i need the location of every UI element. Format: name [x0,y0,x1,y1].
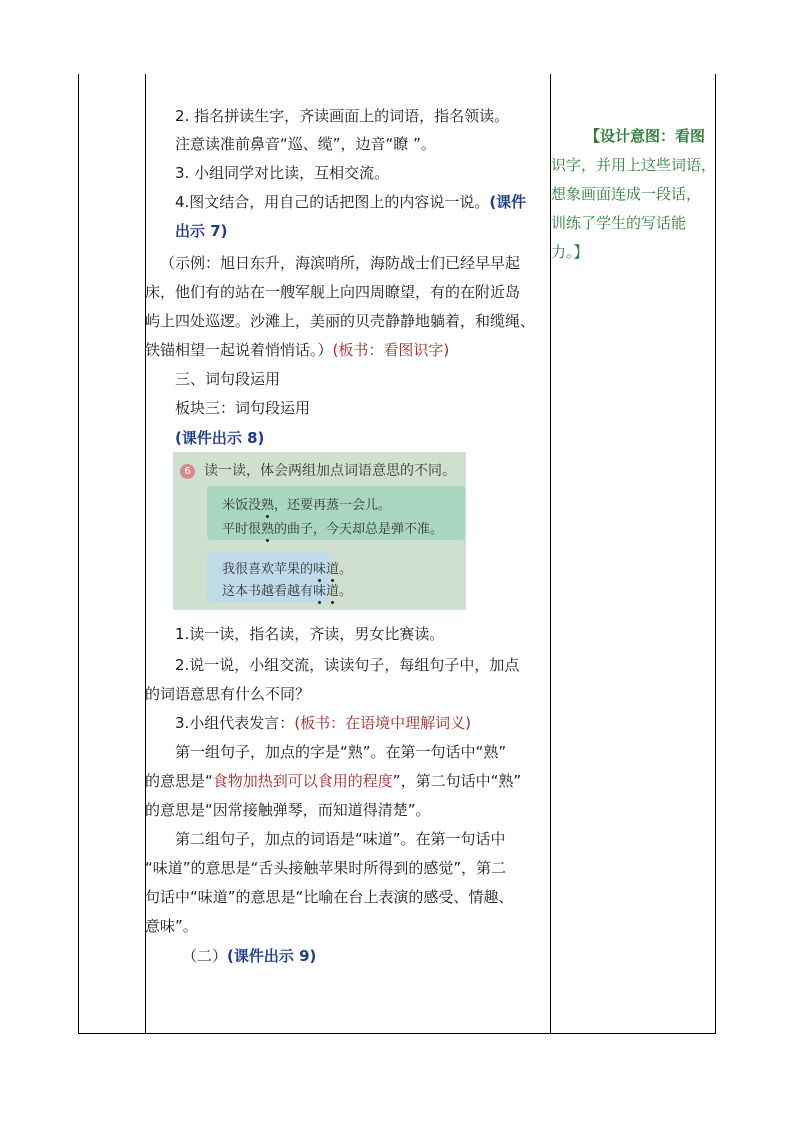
exercise-heading: 6 读一读，体会两组加点词语意思的不同。 [180,460,456,480]
sentence: 平时很熟的曲子，今天却总是弹不准。 [222,522,444,537]
explanation-line: “味道”的意思是“舌头接触苹果时所得到的感觉”，第二 [145,859,507,877]
example-line: 屿上四处巡逻。沙滩上，美丽的贝壳静静地躺着，和缆绳、 [145,312,536,330]
step-1: 1.读一读，指名读，齐读，男女比赛读。 [175,625,445,643]
step-2: 2.说一说，小组交流，读读句子，每组句子中，加点 [175,656,520,674]
courseware-ref: (课件出示 9) [227,947,317,965]
sentence: 我很喜欢苹果的味道。 [222,562,353,577]
courseware-ref: (课件出示 8) [175,429,265,447]
board-note: (板书：看图识字) [332,341,450,359]
design-intent-line: 【设计意图：看图 [585,127,706,145]
design-intent-line: 训练了学生的写话能 [551,214,687,232]
pronunciation-note: 注意读准前鼻音“巡、缆”，边音“瞭 ”。 [175,135,436,153]
example-line: 床，他们有的站在一艘军舰上向四周瞭望，有的在附近岛 [145,283,521,301]
example-line: （示例：旭日东升，海滨哨所，海防战士们已经早早起 [160,254,521,272]
exercise-number: 6 [180,464,195,479]
step-2: 2. 指名拼读生字，齐读画面上的词语，指名领读。 [175,107,510,125]
explanation-line: 第一组句子，加点的字是“熟”。在第一句话中“熟” [175,743,507,761]
explanation-line: 句话中“味道”的意思是“比喻在台上表演的感受、情趣、 [145,888,514,906]
explanation-line: 第二组句子，加点的词语是“味道”。在第一句话中 [175,830,506,848]
step-3: 3.小组代表发言：(板书：在语境中理解词义) [175,714,472,732]
section-heading: 三、词句段运用 [175,370,281,388]
board-note: (板书：在语境中理解词义) [294,714,472,732]
block-heading: 板块三：词句段运用 [175,399,311,417]
explanation-line: 的意思是“食物加热到可以食用的程度”，第二句话中“熟” [145,772,522,790]
textbook-exercise-image [173,452,466,610]
step-3: 3. 小组同学对比读，互相交流。 [175,164,390,182]
step-4: 4.图文结合，用自己的话把图上的内容说一说。(课件 [175,193,527,211]
example-line: 铁锚相望一起说着悄悄话。）(板书：看图识字) [145,341,450,359]
design-intent-line: 力。】 [551,243,589,261]
subsection-heading: （二）(课件出示 9) [182,947,317,965]
sentence: 米饭没熟，还要再蒸一会儿。 [222,498,392,513]
courseware-ref: (课件 [489,193,527,211]
courseware-ref: 出示 7) [175,222,228,240]
explanation-line: 的意思是“因常接触弹琴，而知道得清楚”。 [145,801,431,819]
step-2-cont: 的词语意思有什么不同？ [145,685,311,703]
explanation-line: 意味”。 [145,917,198,935]
sentence: 这本书越看越有味道。 [222,584,353,599]
design-intent-line: 想象画面连成一段话， [551,185,702,203]
design-intent-line: 识字，并用上这些词语， [551,156,717,174]
